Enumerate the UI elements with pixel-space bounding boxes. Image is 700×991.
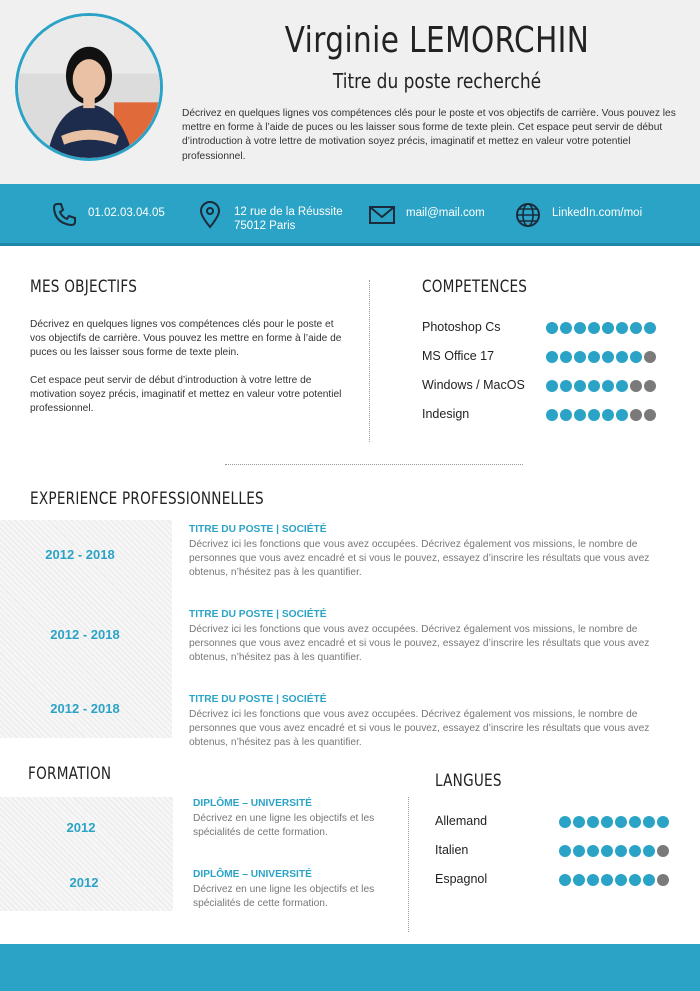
footer-bar: [0, 944, 700, 991]
education-year: 2012: [66, 820, 96, 835]
level-dot-filled: [587, 874, 599, 886]
skill-level-dots: [546, 380, 656, 392]
level-dot-filled: [601, 874, 613, 886]
level-dot-filled: [643, 816, 655, 828]
contact-bar: [0, 184, 700, 246]
job-title: TITRE DU POSTE | SOCIÉTÉ: [189, 609, 327, 620]
map-pin-icon: [196, 201, 224, 229]
level-dot-filled: [630, 322, 642, 334]
level-dot-filled: [616, 380, 628, 392]
level-dot-empty: [644, 409, 656, 421]
level-dot-filled: [546, 380, 558, 392]
level-dot-filled: [602, 351, 614, 363]
objectives-title: MES OBJECTIFS: [30, 277, 138, 297]
level-dot-empty: [630, 409, 642, 421]
level-dot-filled: [602, 380, 614, 392]
level-dot-filled: [643, 874, 655, 886]
level-dot-filled: [574, 351, 586, 363]
level-dot-empty: [644, 351, 656, 363]
level-dot-filled: [588, 322, 600, 334]
language-level-dots: [559, 874, 669, 886]
degree-title: DIPLÔME – UNIVERSITÉ: [193, 869, 312, 880]
job-description: Décrivez ici les fonctions que vous avez occupées. Décrivez également vos missions, le nombre de personnes que vous avez encadré et si vous le pouvez, essayez d’inscrire les résultats que vous avez obtenus, n’hésitez pas à les quantifier.: [189, 709, 650, 749]
candidate-name: Virginie LEMORCHIN: [284, 20, 590, 61]
education-title: FORMATION: [28, 764, 112, 784]
level-dot-filled: [574, 409, 586, 421]
skill-name: Photoshop Cs: [422, 320, 501, 334]
level-dot-filled: [560, 351, 572, 363]
skill-level-dots: [546, 409, 656, 421]
envelope-icon: [368, 201, 396, 229]
skill-name: Windows / MacOS: [422, 378, 525, 392]
skill-level-dots: [546, 351, 656, 363]
level-dot-filled: [616, 351, 628, 363]
level-dot-filled: [587, 816, 599, 828]
header: [0, 0, 700, 184]
level-dot-filled: [559, 816, 571, 828]
level-dot-filled: [615, 816, 627, 828]
languages-title: LANGUES: [435, 771, 502, 791]
column-divider: [369, 280, 370, 442]
skills-title: COMPETENCES: [422, 277, 528, 297]
section-divider: [225, 464, 523, 465]
level-dot-filled: [546, 351, 558, 363]
experience-years: 2012 - 2018: [50, 627, 120, 642]
job-description: Décrivez ici les fonctions que vous avez occupées. Décrivez également vos missions, le nombre de personnes que vous avez encadré et si vous le pouvez, essayez d’inscrire les résultats que vous avez obtenus, n’hésitez pas à les quantifier.: [189, 539, 650, 579]
level-dot-filled: [573, 874, 585, 886]
level-dot-filled: [601, 816, 613, 828]
degree-description: Décrivez en une ligne les objectifs et les spécialités de cette formation.: [193, 813, 375, 839]
intro-text: Décrivez en quelques lignes vos compétences clés pour le poste et vos objectifs de carrière. Vous pouvez les mettre en forme à l’aide de puces ou les laisser sous forme de texte plein. Cet espace peut servir de début d’introduction à votre lettre de motivation soyez précis, imaginatif et mettez en valeur votre potentiel professionnel.: [182, 108, 676, 162]
level-dot-filled: [602, 322, 614, 334]
language-name: Italien: [435, 843, 469, 857]
person-photo-icon: [18, 16, 160, 158]
address-line-2: 75012 Paris: [234, 220, 296, 232]
level-dot-filled: [657, 816, 669, 828]
level-dot-filled: [602, 409, 614, 421]
level-dot-filled: [630, 351, 642, 363]
level-dot-empty: [630, 380, 642, 392]
address: [234, 205, 343, 233]
language-name: Allemand: [435, 814, 488, 828]
level-dot-filled: [588, 351, 600, 363]
level-dot-filled: [629, 874, 641, 886]
level-dot-filled: [574, 380, 586, 392]
level-dot-filled: [616, 322, 628, 334]
job-description: Décrivez ici les fonctions que vous avez occupées. Décrivez également vos missions, le nombre de personnes que vous avez encadré et si vous le pouvez, essayez d’inscrire les résultats que vous avez obtenus, n’hésitez pas à les quantifier.: [189, 624, 650, 664]
education-year: 2012: [69, 875, 99, 890]
level-dot-empty: [657, 845, 669, 857]
level-dot-filled: [587, 845, 599, 857]
level-dot-filled: [546, 322, 558, 334]
email[interactable]: mail@mail.com: [406, 207, 485, 219]
phone-number: 01.02.03.04.05: [88, 207, 165, 219]
level-dot-filled: [573, 845, 585, 857]
language-level-dots: [559, 816, 669, 828]
level-dot-filled: [644, 322, 656, 334]
job-title: TITRE DU POSTE | SOCIÉTÉ: [189, 694, 327, 705]
level-dot-filled: [560, 409, 572, 421]
education-years-band: [0, 797, 173, 911]
level-dot-filled: [574, 322, 586, 334]
language-level-dots: [559, 845, 669, 857]
level-dot-empty: [644, 380, 656, 392]
level-dot-filled: [601, 845, 613, 857]
level-dot-filled: [629, 816, 641, 828]
level-dot-filled: [643, 845, 655, 857]
level-dot-filled: [560, 322, 572, 334]
linkedin-url[interactable]: LinkedIn.com/moi: [552, 207, 643, 219]
skill-level-dots: [546, 322, 656, 334]
level-dot-filled: [560, 380, 572, 392]
level-dot-filled: [615, 845, 627, 857]
level-dot-filled: [559, 845, 571, 857]
level-dot-filled: [588, 409, 600, 421]
level-dot-filled: [616, 409, 628, 421]
skill-name: Indesign: [422, 407, 470, 421]
globe-icon: [514, 201, 542, 229]
degree-description: Décrivez en une ligne les objectifs et les spécialités de cette formation.: [193, 884, 375, 910]
objectives-paragraph-2: Cet espace peut servir de début d’introduction à votre lettre de motivation soyez précis, imaginatif et mettez en valeur votre potentiel professionnel.: [30, 375, 342, 414]
level-dot-empty: [657, 874, 669, 886]
address-line-1: 12 rue de la Réussite: [234, 206, 343, 218]
level-dot-filled: [546, 409, 558, 421]
level-dot-filled: [629, 845, 641, 857]
experience-years: 2012 - 2018: [50, 701, 120, 716]
level-dot-filled: [559, 874, 571, 886]
degree-title: DIPLÔME – UNIVERSITÉ: [193, 798, 312, 809]
phone-icon: [50, 201, 78, 229]
experience-title: EXPERIENCE PROFESSIONNELLES: [30, 489, 264, 509]
desired-job-title: Titre du poste recherché: [332, 69, 542, 93]
level-dot-filled: [615, 874, 627, 886]
level-dot-filled: [573, 816, 585, 828]
level-dot-filled: [588, 380, 600, 392]
language-name: Espagnol: [435, 872, 488, 886]
experience-years: 2012 - 2018: [45, 547, 115, 562]
profile-photo: [15, 13, 163, 161]
job-title: TITRE DU POSTE | SOCIÉTÉ: [189, 524, 327, 535]
objectives-paragraph-1: Décrivez en quelques lignes vos compétences clés pour le poste et vos objectifs de carrière. Vous pouvez les mettre en forme à l’aide de puces ou les laisser sous forme de texte plein.: [30, 319, 342, 358]
column-divider: [408, 797, 409, 932]
skill-name: MS Office 17: [422, 349, 495, 363]
